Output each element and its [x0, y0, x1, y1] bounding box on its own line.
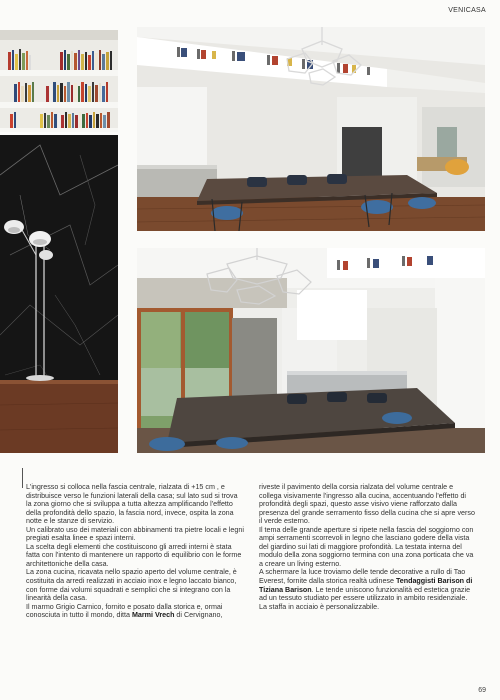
article-paragraph: Il tema delle grande aperture si ripete nella fascia del soggiorno con ampi serramenti scorrevoli in legno che lasciano godere della vista del giardino sui lati di maggiore profondità. La testata interna del modulo della zona soggiorno termina con una zona porticata che va a creare un living esterno.	[259, 525, 474, 568]
company-name-marmi-vrech: Marmi Vrech	[131, 611, 175, 620]
article-text: . Le tende uniscono funzionalità ed estetica grazie ad un tessuto studiato per essere utilizzato in ambito residenziale. La staffa in acciaio è personalizzabile.	[259, 585, 471, 611]
article-paragraph	[26, 603, 244, 620]
bookshelf-detail-photo	[0, 30, 118, 132]
article-paragraph: La zona cucina, ricavata nello spazio aperto del volume centrale, è costituita da arredi realizzati in acciaio inox e legno laccato bianco, con forme dai volumi squadrati e semplici che si integrano con la linearità della casa.	[26, 568, 237, 603]
article-paragraph: riveste il pavimento della corsia rialzata del volume centrale e collega visivamente l'ingresso alla cucina, accentuando l'effetto di profondità degli spazi, questo asse visivo viene rafforzato dalla presenza del grande serramento fisso della cucina che si apre verso il verde esterno.	[259, 483, 475, 526]
company-name-tendaggisti-barison: Tendaggisti Barison di Tiziana Barison	[259, 577, 473, 594]
article-column-left	[26, 483, 244, 620]
article-text: di Cervignano,	[174, 611, 223, 620]
page-number: 69	[478, 687, 486, 694]
living-dining-overview-photo	[137, 27, 485, 231]
article-paragraph: L'ingresso si colloca nella fascia centrale, rialzata di +15 cm , e distribuisce verso le funzioni laterali della casa; sul lato sud si trova la zona giorno che si sviluppa a tutta altezza amplificando l'effetto della profondità dello spazio, la fascia nord, invece, ospita la zona notte e le stanze di servizio.	[26, 483, 238, 526]
magazine-masthead: VENICASA	[448, 7, 486, 14]
article-paragraph: La scelta degli elementi che costituiscono gli arredi interni è stata fatta con l'intento di mantenere un rapporto di equilibrio con le forme architettoniche della casa.	[26, 542, 242, 568]
article-column-right	[259, 483, 477, 611]
marble-wall-lamp-photo	[0, 135, 118, 453]
article-text: A schermare la luce troviamo delle tende decorative a rullo di Tao Everest, fornite dalla storica realtà udinese	[259, 568, 466, 586]
text-divider-rule	[22, 468, 23, 488]
article-paragraph	[259, 568, 477, 611]
kitchen-dining-photo	[137, 248, 485, 453]
article-paragraph: Un calibrato uso dei materiali con abbinamenti tra pietre locali e legni pregiati esalta linee e spazi interni.	[26, 525, 244, 543]
article-text: Il marmo Grigio Carnico, fornito e posato dalla storica e, ormai conosciuta in tutto il mondo, ditta	[26, 602, 223, 620]
